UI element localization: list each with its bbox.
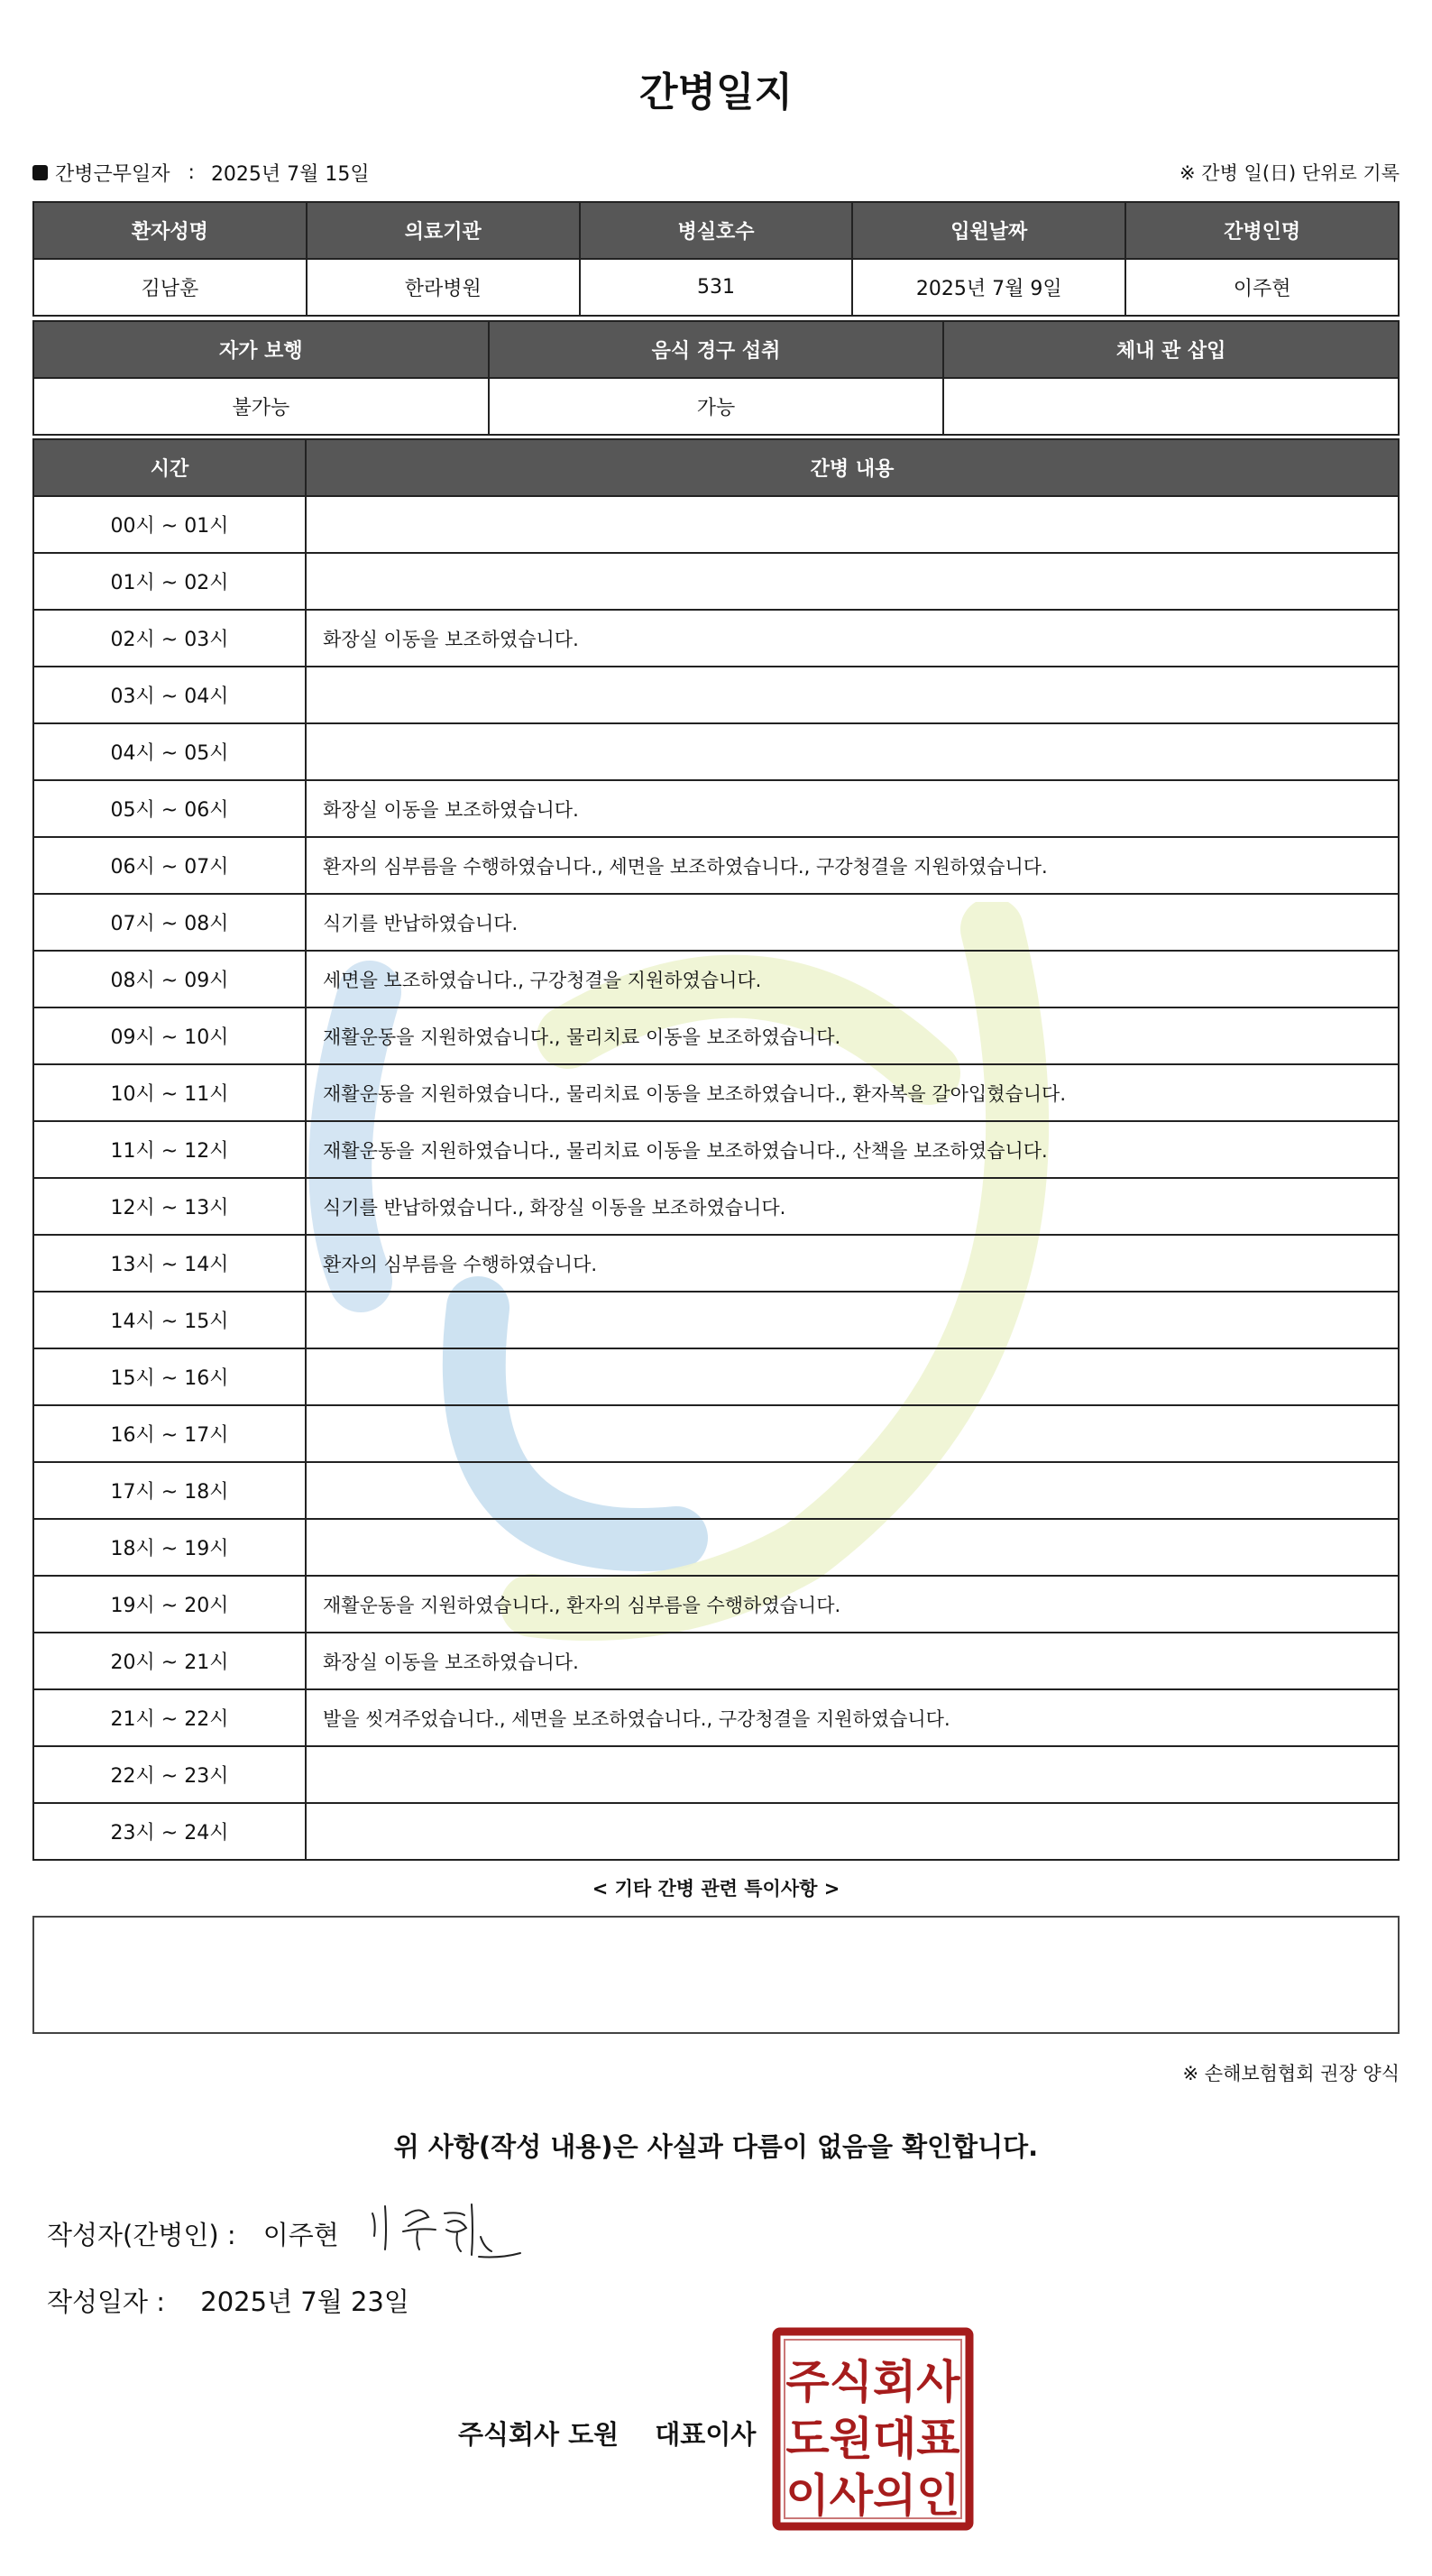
log-time: 22시 ~ 23시 [33,1746,306,1803]
tube-insertion-value [943,378,1399,435]
log-content [306,1405,1399,1462]
log-time: 23시 ~ 24시 [33,1803,306,1860]
patient-name: 김남훈 [33,259,307,316]
log-content: 식기를 반납하였습니다., 화장실 이동을 보조하였습니다. [306,1178,1399,1235]
log-content [306,723,1399,780]
work-date-separator: : [188,161,195,184]
company-row [458,2415,756,2452]
svg-text:이사의인: 이사의인 [785,2470,960,2522]
log-row [33,723,1399,780]
log-time: 13시 ~ 14시 [33,1235,306,1292]
log-row [33,1405,1399,1462]
log-content [306,553,1399,610]
admission-date: 2025년 7월 9일 [852,259,1125,316]
log-content [306,1462,1399,1519]
log-row [33,1746,1399,1803]
representative-title: 대표이사 [655,2419,757,2450]
log-content [306,667,1399,723]
log-time: 04시 ~ 05시 [33,723,306,780]
log-row [33,610,1399,667]
log-time: 12시 ~ 13시 [33,1178,306,1235]
log-row [33,1519,1399,1576]
log-content: 환자의 심부름을 수행하였습니다. [306,1235,1399,1292]
header-self-walking: 자가 보행 [33,321,489,378]
log-row [33,1007,1399,1064]
log-time: 05시 ~ 06시 [33,780,306,837]
log-row [33,780,1399,837]
author-name: 이주현 [262,2220,339,2250]
log-time: 16시 ~ 17시 [33,1405,306,1462]
log-time: 18시 ~ 19시 [33,1519,306,1576]
log-content: 환자의 심부름을 수행하였습니다., 세면을 보조하였습니다., 구강청결을 지원하였습니다. [306,837,1399,894]
company-seal-stamp [772,2327,974,2531]
header-caregiver-name: 간병인명 [1125,202,1399,259]
written-date-label: 작성일자 : [47,2286,166,2317]
work-date-row [32,159,1400,186]
log-row [33,951,1399,1007]
self-walking-value: 불가능 [33,378,489,435]
svg-text:도원대표: 도원대표 [785,2413,960,2465]
written-date-row [47,2282,409,2319]
header-patient-name: 환자성명 [33,202,307,259]
svg-text:주식회사: 주식회사 [785,2356,960,2408]
log-row [33,1462,1399,1519]
log-row [33,1064,1399,1121]
log-content: 재활운동을 지원하였습니다., 물리치료 이동을 보조하였습니다., 환자복을 갈아입혔습니다. [306,1064,1399,1121]
header-hospital: 의료기관 [307,202,580,259]
log-row [33,1121,1399,1178]
log-row [33,667,1399,723]
written-date-value: 2025년 7월 23일 [200,2286,409,2317]
document-title: 간병일지 [638,69,793,115]
header-oral-intake: 음식 경구 섭취 [489,321,944,378]
confirmation-statement: 위 사항(작성 내용)은 사실과 다름이 없음을 확인합니다. [393,2131,1039,2162]
log-row [33,837,1399,894]
log-time: 00시 ~ 01시 [33,496,306,553]
log-time: 01시 ~ 02시 [33,553,306,610]
work-date-label: 간병근무일자 [55,163,170,186]
work-date-value: 2025년 7월 15일 [210,163,370,186]
header-tube-insertion: 체내 관 삽입 [943,321,1399,378]
header-room-number: 병실호수 [580,202,853,259]
log-time: 14시 ~ 15시 [33,1292,306,1348]
log-row [33,1576,1399,1633]
log-time: 15시 ~ 16시 [33,1348,306,1405]
hospital-name: 한라병원 [307,259,580,316]
log-content: 화장실 이동을 보조하였습니다. [306,780,1399,837]
header-care-content: 간병 내용 [306,439,1399,496]
log-time: 07시 ~ 08시 [33,894,306,951]
log-content: 화장실 이동을 보조하였습니다. [306,1633,1399,1689]
status-value-row [33,378,1399,435]
header-time: 시간 [33,439,306,496]
log-content [306,1348,1399,1405]
log-content: 재활운동을 지원하였습니다., 물리치료 이동을 보조하였습니다., 산책을 보조하였습니다. [306,1121,1399,1178]
log-time: 09시 ~ 10시 [33,1007,306,1064]
company-name: 주식회사 도원 [458,2419,620,2450]
author-label: 작성자(간병인) : [47,2220,236,2250]
log-row [33,1235,1399,1292]
oral-intake-value: 가능 [489,378,944,435]
record-unit-note: ※ 간병 일(日) 단위로 기록 [1180,162,1400,184]
log-row [33,1803,1399,1860]
log-time: 17시 ~ 18시 [33,1462,306,1519]
log-content [306,1292,1399,1348]
log-time: 19시 ~ 20시 [33,1576,306,1633]
log-time: 10시 ~ 11시 [33,1064,306,1121]
log-row [33,1292,1399,1348]
log-row [33,1633,1399,1689]
patient-header-row [33,202,1399,259]
log-content [306,1519,1399,1576]
square-bullet-icon [32,165,48,180]
log-row [33,496,1399,553]
status-header-row [33,321,1399,378]
log-row [33,894,1399,951]
log-content [306,1746,1399,1803]
log-row [33,553,1399,610]
patient-status-table [32,320,1400,436]
log-content: 발을 씻겨주었습니다., 세면을 보조하였습니다., 구강청결을 지원하였습니다. [306,1689,1399,1746]
log-content: 세면을 보조하였습니다., 구강청결을 지원하였습니다. [306,951,1399,1007]
log-time: 11시 ~ 12시 [33,1121,306,1178]
log-header-row [33,439,1399,496]
log-content [306,1803,1399,1860]
log-row [33,1689,1399,1746]
log-content: 재활운동을 지원하였습니다., 환자의 심부름을 수행하였습니다. [306,1576,1399,1633]
room-number: 531 [580,259,853,316]
log-row [33,1178,1399,1235]
log-content: 재활운동을 지원하였습니다., 물리치료 이동을 보조하였습니다. [306,1007,1399,1064]
header-admission-date: 입원날짜 [852,202,1125,259]
log-content [306,496,1399,553]
log-content: 식기를 반납하였습니다. [306,894,1399,951]
special-notes-box [32,1916,1400,2034]
log-time: 08시 ~ 09시 [33,951,306,1007]
caregiver-name: 이주현 [1125,259,1399,316]
handwritten-signature [365,2195,528,2268]
log-content: 화장실 이동을 보조하였습니다. [306,610,1399,667]
care-log-table [32,438,1400,1861]
patient-info-table [32,201,1400,317]
log-time: 20시 ~ 21시 [33,1633,306,1689]
patient-value-row [33,259,1399,316]
form-source-note: ※ 손해보험협회 권장 양식 [1182,2063,1400,2084]
log-time: 02시 ~ 03시 [33,610,306,667]
log-time: 03시 ~ 04시 [33,667,306,723]
author-row [47,2215,339,2252]
log-time: 06시 ~ 07시 [33,837,306,894]
log-time: 21시 ~ 22시 [33,1689,306,1746]
log-row [33,1348,1399,1405]
special-notes-label: < 기타 간병 관련 특이사항 > [592,1878,840,1900]
